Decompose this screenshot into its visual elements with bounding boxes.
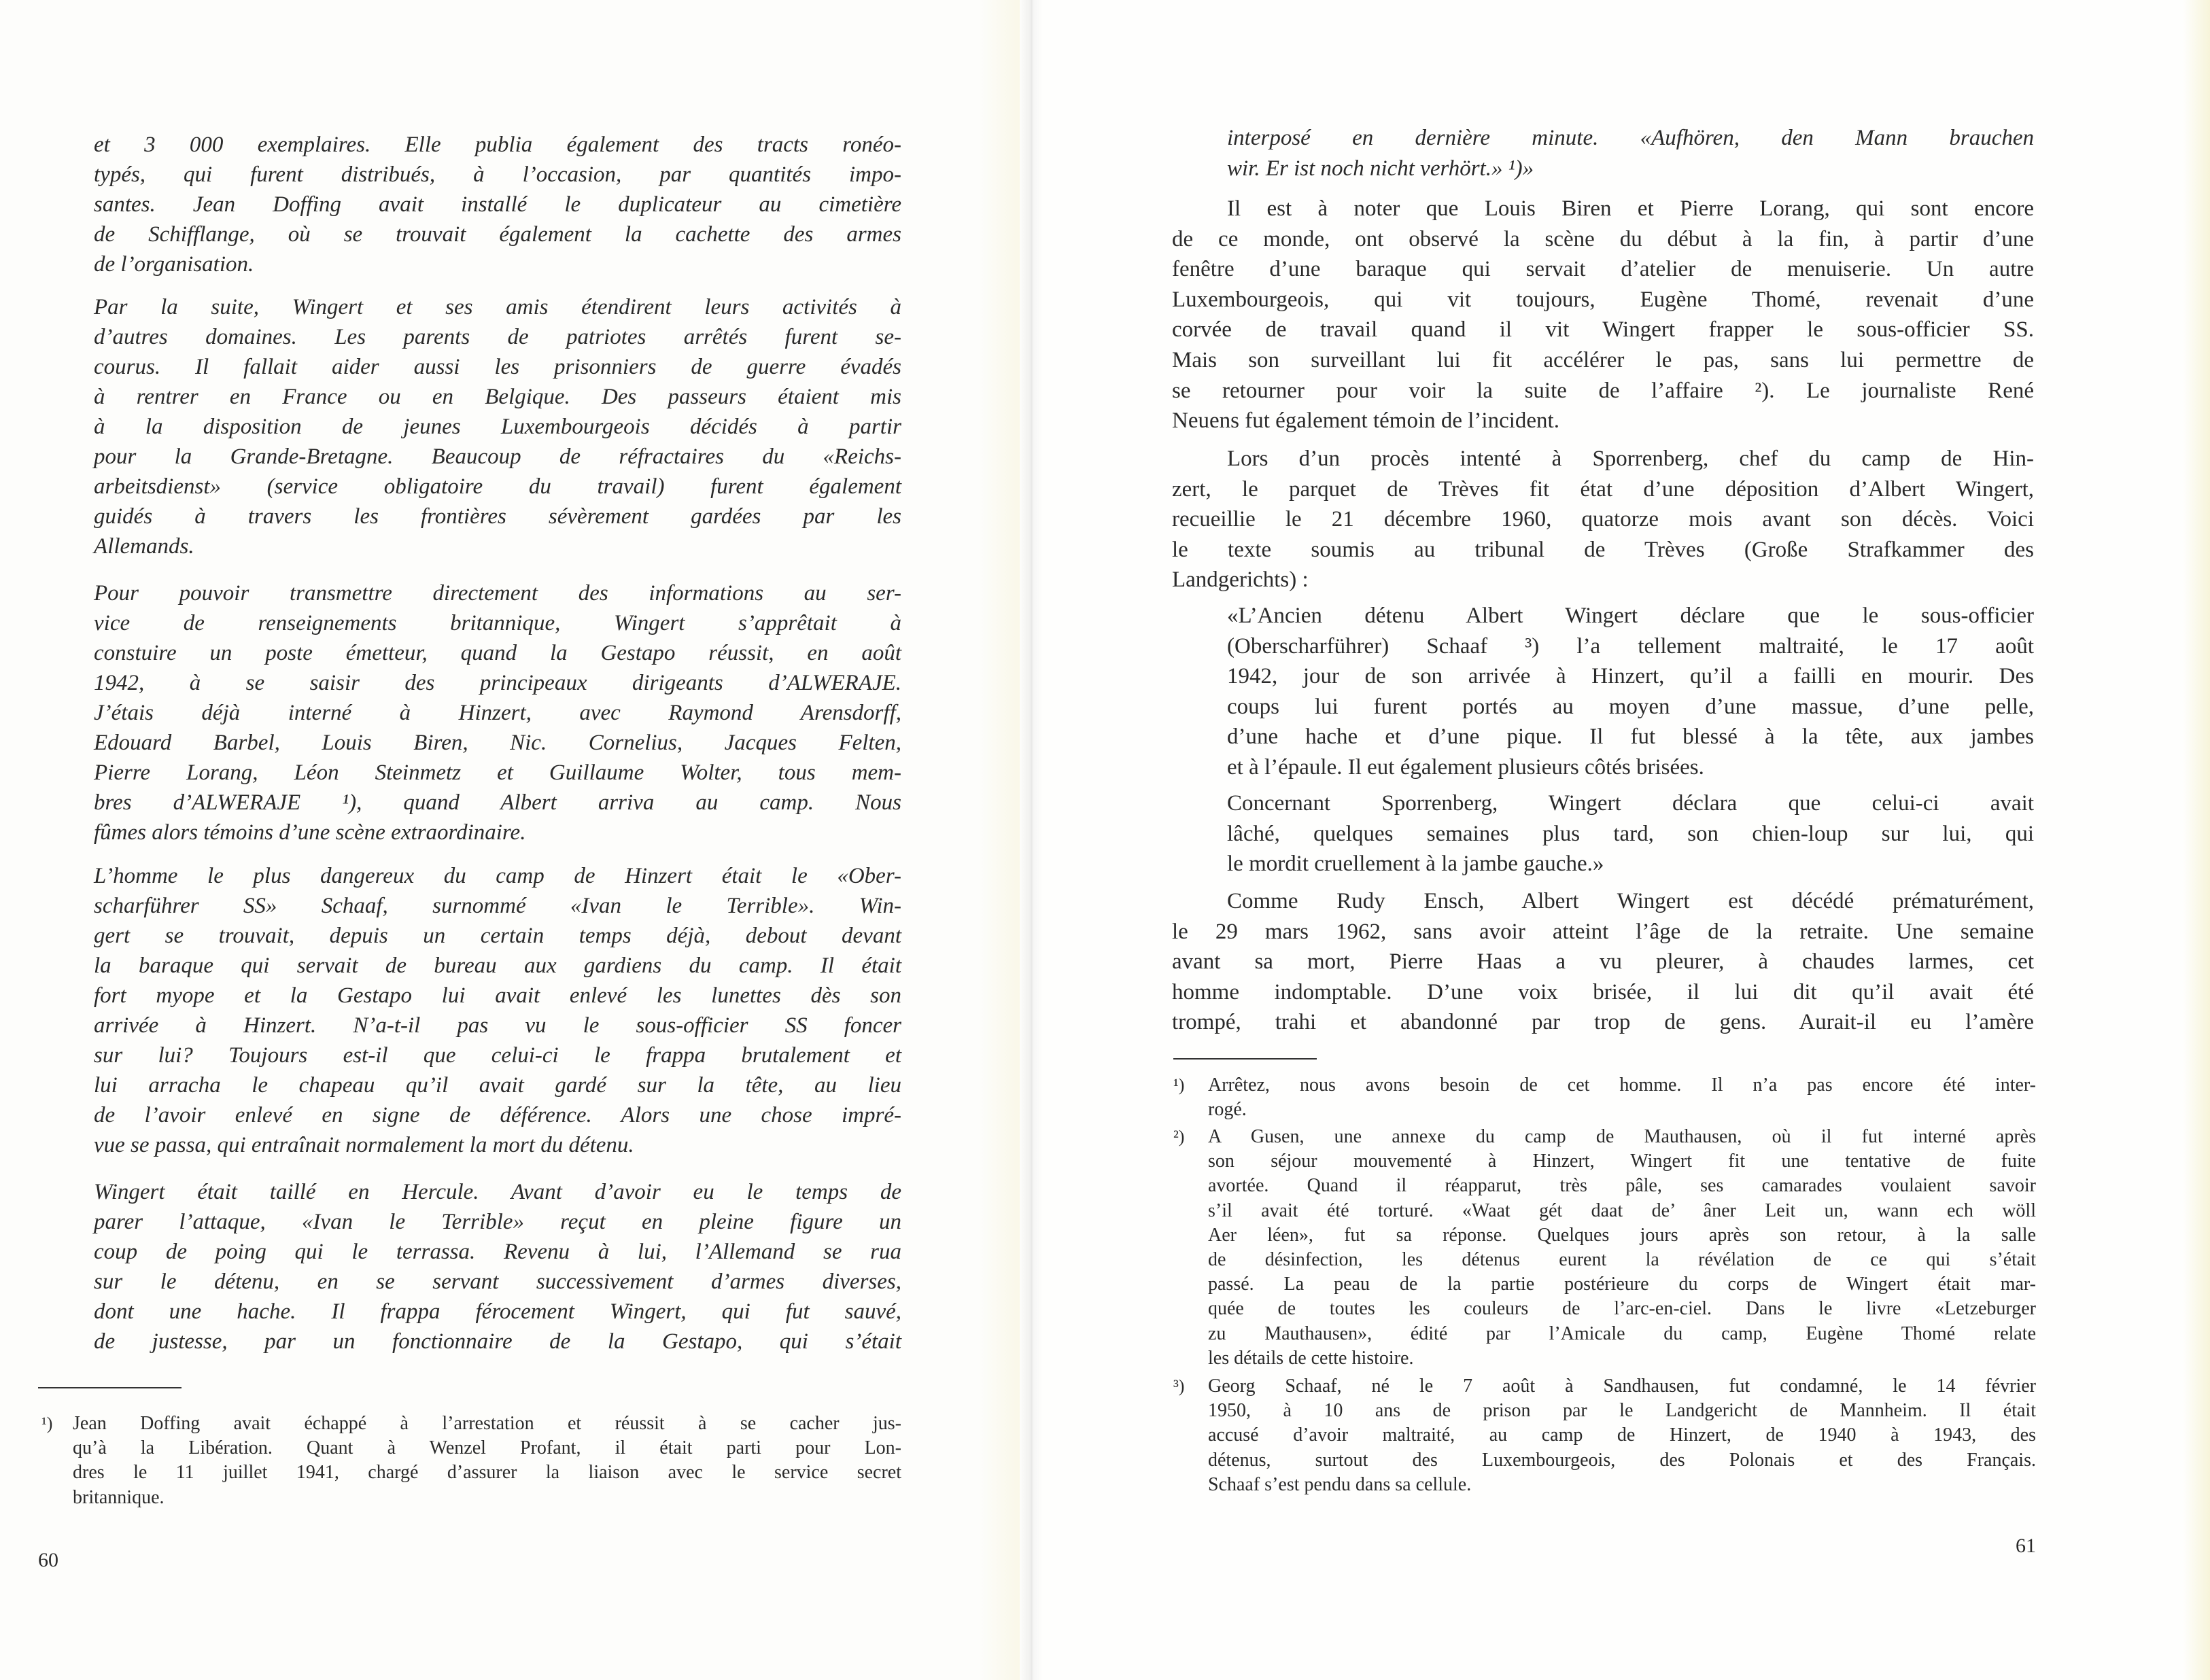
text-line: corvée de travail quand il vit Wingert frapper le sous-officier SS.: [1172, 317, 2034, 343]
text-line: lâché, quelques semaines plus tard, son chien-loup sur lui, qui: [1227, 821, 2034, 846]
footnote-line: s’il avait été torturé. «Waat gét daat de’ âner Leit un, wann ech wöll: [1208, 1200, 2036, 1221]
footnote-line: Aer léen», fut sa réponse. Quelques jours après son retour, à la salle: [1208, 1224, 2036, 1246]
text-line: dont une hache. Il frappa férocement Wingert, qui fut sauvé,: [94, 1299, 901, 1324]
footnote-line: accusé d’avoir maltraité, au camp de Hinzert, de 1940 à 1943, des: [1208, 1424, 2036, 1446]
footnote-line: rogé.: [1208, 1099, 1247, 1121]
text-line: pour la Grande-Bretagne. Beaucoup de réfractaires du «Reichs-: [94, 444, 901, 469]
footnote-separator: [38, 1387, 182, 1388]
footnote-line: détenus, surtout des Luxembourgeois, des Polonais et des Français.: [1208, 1449, 2036, 1471]
footnote-line: dres le 11 juillet 1941, chargé d’assurer la liaison avec le service secret: [73, 1462, 901, 1484]
footnote-line: avortée. Quand il réapparut, très pâle, ses camarades voulaient savoir: [1208, 1175, 2036, 1197]
text-line: à la disposition de jeunes Luxembourgeois décidés à partir: [94, 415, 901, 439]
right-paragraph: [1227, 123, 2034, 183]
text-line: zert, le parquet de Trèves fit état d’une déposition d’Albert Wingert,: [1172, 476, 2034, 502]
text-line: la baraque qui servait de bureau aux gardiens du camp. Il était: [94, 953, 901, 978]
text-line: trompé, trahi et abandonné par trop de gens. Aurait-il eu l’amère: [1172, 1010, 2034, 1035]
footnote-line: britannique.: [73, 1486, 165, 1508]
right-paragraph: [1227, 601, 2034, 783]
text-line: d’une hache et d’une pique. Il fut blessé à la tête, aux jambes: [1227, 724, 2034, 750]
text-line: L’homme le plus dangereux du camp de Hinzert était le «Ober-: [94, 864, 901, 888]
left-paragraph: [94, 292, 901, 561]
text-line: arbeitsdienst» (service obligatoire du travail) furent également: [94, 474, 901, 499]
text-line: le 29 mars 1962, sans avoir atteint l’âge de la retraite. Une semaine: [1172, 919, 2034, 944]
text-line: 1942, jour de son arrivée à Hinzert, qu’il a failli en mourir. Des: [1227, 664, 2034, 689]
text-line: 1942, à se saisir des principeaux dirigeants d’ALWERAJE.: [94, 671, 901, 695]
text-line: sur lui? Toujours est-il que celui-ci le frappa brutalement et: [94, 1043, 901, 1068]
text-line: J’étais déjà interné à Hinzert, avec Raymond Arensdorff,: [94, 701, 901, 725]
text-line: d’autres domaines. Les parents de patriotes arrêtés furent se-: [94, 325, 901, 349]
text-line: se retourner pour voir la suite de l’affaire ²). Le journaliste René: [1172, 378, 2034, 403]
text-line: Pierre Lorang, Léon Steinmetz et Guillaume Wolter, tous mem-: [94, 760, 901, 785]
footnote-line: son séjour mouvementé à Hinzert, Wingert fit une tentative de fuite: [1208, 1151, 2036, 1172]
footnote-line: qu’à la Libération. Quant à Wenzel Profant, il était parti pour Lon-: [73, 1437, 901, 1459]
text-line: scharführer SS» Schaaf, surnommé «Ivan le Terrible». Win-: [94, 894, 901, 918]
footnote-line: quée de toutes les couleurs de l’arc-en-ciel. Dans le livre «Letzeburger: [1208, 1298, 2036, 1320]
text-line: le texte soumis au tribunal de Trèves (Große Strafkammer des: [1172, 537, 2034, 562]
text-line: le mordit cruellement à la jambe gauche.»: [1227, 852, 1604, 877]
text-line: fûmes alors témoins d’une scène extraordinaire.: [94, 820, 526, 845]
text-line: parer l’attaque, «Ivan le Terrible» reçut en pleine figure un: [94, 1210, 901, 1234]
footnote-text: [1208, 1374, 2036, 1497]
footnote-line: les détails de cette histoire.: [1208, 1347, 1414, 1369]
text-line: sur le détenu, en se servant successivement d’armes diverses,: [94, 1270, 901, 1294]
page-edge-shade: [979, 0, 1020, 1680]
text-line: Lors d’un procès intenté à Sporrenberg, chef du camp de Hin-: [1227, 447, 2034, 471]
text-line: Pour pouvoir transmettre directement des informations au ser-: [94, 581, 901, 606]
text-line: Mais son surveillant lui fit accélérer le pas, sans lui permettre de: [1172, 347, 2034, 372]
text-line: wir. Er ist noch nicht verhört.» ¹)»: [1227, 156, 1534, 181]
text-line: «L’Ancien détenu Albert Wingert déclare que le sous-officier: [1227, 603, 2034, 628]
footnote-text: [1208, 1073, 2036, 1122]
text-line: vice de renseignements britannique, Wingert s’apprêtait à: [94, 611, 901, 635]
text-line: interposé en dernière minute. «Aufhören, den Mann brauchen: [1227, 126, 2034, 150]
footnote-marker: ²): [1173, 1127, 1185, 1147]
text-line: (Oberscharführer) Schaaf ³) l’a tellement maltraité, le 17 août: [1227, 633, 2034, 659]
text-line: Il est à noter que Louis Biren et Pierre Lorang, qui sont encore: [1227, 196, 2034, 221]
text-line: gert se trouvait, depuis un certain temps déjà, debout devant: [94, 924, 901, 948]
text-line: recueillie le 21 décembre 1960, quatorze mois avant son décès. Voici: [1172, 507, 2034, 532]
text-line: vue se passa, qui entraînait normalement la mort du détenu.: [94, 1133, 634, 1157]
footnote-text: [1208, 1125, 2036, 1371]
right-paragraph: [1172, 194, 2034, 436]
footnote-marker: ³): [1173, 1376, 1185, 1396]
text-line: Concernant Sporrenberg, Wingert déclara que celui-ci avait: [1227, 791, 2034, 816]
footnote-line: zu Mauthausen», édité par l’Amicale du camp, Eugène Thomé relate: [1208, 1323, 2036, 1344]
left-paragraph: [94, 578, 901, 847]
footnote-marker: ¹): [1173, 1075, 1185, 1095]
text-line: fort myope et la Gestapo lui avait enlevé les lunettes dès son: [94, 983, 901, 1008]
footnote-line: Georg Schaaf, né le 7 août à Sandhausen, fut condamné, le 14 février: [1208, 1376, 2036, 1397]
footnote-separator: [1173, 1058, 1317, 1060]
footnote-line: 1950, à 10 ans de prison par le Landgericht de Mannheim. Il était: [1208, 1400, 2036, 1422]
text-line: bres d’ALWERAJE ¹), quand Albert arriva au camp. Nous: [94, 790, 901, 815]
text-line: de l’avoir enlevé en signe de déférence. Alors une chose impré-: [94, 1103, 901, 1127]
text-line: de l’organisation.: [94, 252, 254, 277]
text-line: Comme Rudy Ensch, Albert Wingert est décédé prématurément,: [1227, 889, 2034, 913]
footnote-line: de désinfection, les détenus eurent la révélation de ce qui s’était: [1208, 1248, 2036, 1270]
text-line: typés, qui furent distribués, à l’occasion, par quantités impo-: [94, 162, 901, 187]
text-line: de Schifflange, où se trouvait également la cachette des armes: [94, 222, 901, 247]
left-paragraph: [94, 861, 901, 1160]
text-line: Neuens fut également témoin de l’incident.: [1172, 408, 1559, 434]
right-paragraph: [1227, 788, 2034, 879]
left-paragraph: [94, 1177, 901, 1357]
text-line: homme indomptable. D’une voix brisée, il lui dit qu’il avait été: [1172, 979, 2034, 1004]
text-line: santes. Jean Doffing avait installé le duplicateur au cimetière: [94, 192, 901, 217]
page-edge-shade: [2183, 0, 2210, 1680]
text-line: Allemands.: [94, 534, 194, 559]
text-line: Par la suite, Wingert et ses amis étendirent leurs activités à: [94, 295, 901, 319]
text-line: Landgerichts) :: [1172, 567, 1309, 593]
text-line: guidés à travers les frontières sévèrement gardées par les: [94, 504, 901, 529]
text-line: coups lui furent portés au moyen d’une massue, d’une pelle,: [1227, 694, 2034, 719]
text-line: de ce monde, ont observé la scène du début à la fin, à partir d’une: [1172, 226, 2034, 251]
right-paragraph: [1172, 444, 2034, 595]
text-line: constuire un poste émetteur, quand la Gestapo réussit, en août: [94, 641, 901, 665]
book-gutter: [1020, 0, 1043, 1680]
text-line: Wingert était taillé en Hercule. Avant d’avoir eu le temps de: [94, 1180, 901, 1204]
footnote-line: passé. La peau de la partie postérieure du corps de Wingert était mar-: [1208, 1274, 2036, 1295]
text-line: et 3 000 exemplaires. Elle publia également des tracts ronéo-: [94, 133, 901, 157]
text-line: Luxembourgeois, qui vit toujours, Eugène Thomé, revenait d’une: [1172, 287, 2034, 312]
text-line: et à l’épaule. Il eut également plusieurs côtés brisées.: [1227, 754, 1704, 780]
left-paragraph: [94, 130, 901, 279]
text-line: lui arracha le chapeau qu’il avait gardé sur la tête, au lieu: [94, 1073, 901, 1098]
text-line: coup de poing qui le terrassa. Revenu à lui, l’Allemand se rua: [94, 1240, 901, 1264]
text-line: arrivée à Hinzert. N’a-t-il pas vu le sous-officier SS foncer: [94, 1013, 901, 1038]
footnote-line: Arrêtez, nous avons besoin de cet homme. Il n’a pas encore été inter-: [1208, 1074, 2036, 1096]
page-number-left: 60: [38, 1549, 58, 1571]
page-number-right: 61: [2016, 1535, 2036, 1557]
right-paragraph: [1172, 886, 2034, 1038]
text-line: de justesse, par un fonctionnaire de la Gestapo, qui s’était: [94, 1329, 901, 1354]
footnote-line: Jean Doffing avait échappé à l’arrestation et réussit à se cacher jus-: [73, 1413, 901, 1434]
footnote-line: A Gusen, une annexe du camp de Mauthausen, où il fut interné après: [1208, 1126, 2036, 1147]
footnote-line: Schaaf s’est pendu dans sa cellule.: [1208, 1473, 1472, 1495]
footnote-marker: ¹): [41, 1414, 53, 1433]
text-line: avant sa mort, Pierre Haas a vu pleurer, à chaudes larmes, cet: [1172, 949, 2034, 975]
text-line: à rentrer en France ou en Belgique. Des passeurs étaient mis: [94, 385, 901, 409]
text-line: Edouard Barbel, Louis Biren, Nic. Cornelius, Jacques Felten,: [94, 731, 901, 755]
text-line: fenêtre d’une baraque qui servait d’atelier de menuiserie. Un autre: [1172, 257, 2034, 282]
footnote-text: [73, 1412, 901, 1510]
text-line: courus. Il fallait aider aussi les prisonniers de guerre évadés: [94, 355, 901, 379]
